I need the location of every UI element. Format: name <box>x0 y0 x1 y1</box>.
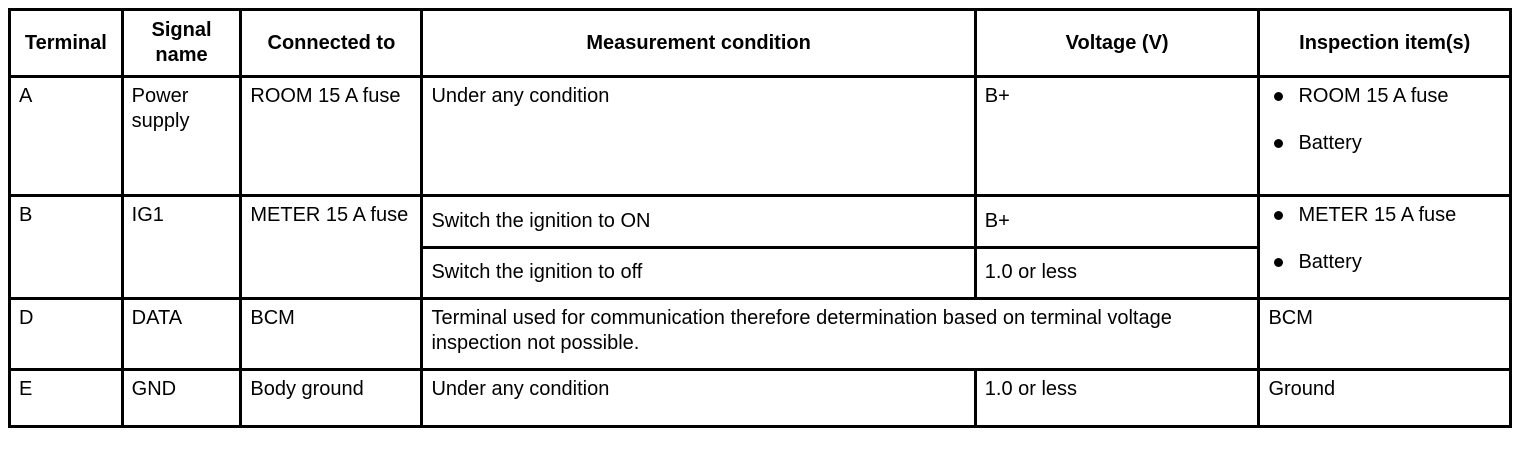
cell-terminal-a: A <box>10 77 123 196</box>
inspection-list-b <box>1268 203 1501 275</box>
cell-measurement-a: Under any condition <box>422 77 975 196</box>
cell-signal-d: DATA <box>122 299 241 370</box>
bullet-icon <box>1274 258 1283 267</box>
list-item-label: Battery <box>1298 251 1362 273</box>
terminal-inspection-table <box>8 8 1512 428</box>
cell-measurement-d: Terminal used for communication therefore determination based on terminal voltage inspection not possible. <box>422 299 1259 370</box>
header-voltage: Voltage (V) <box>975 10 1259 77</box>
cell-connected-b: METER 15 A fuse <box>241 196 422 299</box>
cell-connected-a: ROOM 15 A fuse <box>241 77 422 196</box>
subrow <box>977 247 1258 297</box>
cell-signal-a: Power supply <box>122 77 241 196</box>
list-item-label: Battery <box>1298 132 1362 154</box>
cell-signal-b: IG1 <box>122 196 241 299</box>
table-row <box>10 77 1511 196</box>
subrow <box>977 197 1258 247</box>
table-body <box>10 77 1511 427</box>
table-header <box>10 10 1511 77</box>
bullet-icon <box>1274 211 1283 220</box>
table-row <box>10 196 1511 299</box>
cell-inspection-b <box>1259 196 1511 299</box>
cell-voltage-b <box>975 196 1259 299</box>
measurement-subtable-b <box>423 197 973 297</box>
header-row <box>10 10 1511 77</box>
header-terminal: Terminal <box>10 10 123 77</box>
subrow <box>423 197 973 247</box>
cell-inspection-a <box>1259 77 1511 196</box>
cell-voltage-e: 1.0 or less <box>975 370 1259 427</box>
cell-connected-d: BCM <box>241 299 422 370</box>
list-item <box>1268 250 1501 275</box>
table-row <box>10 299 1511 370</box>
inspection-list-a <box>1268 84 1501 156</box>
list-item <box>1268 84 1501 109</box>
subrow <box>423 247 973 297</box>
cell-terminal-e: E <box>10 370 123 427</box>
header-connected-to: Connected to <box>241 10 422 77</box>
voltage-subtable-b <box>977 197 1258 297</box>
list-item <box>1268 203 1501 228</box>
list-item-label: ROOM 15 A fuse <box>1298 85 1449 107</box>
cell-signal-e: GND <box>122 370 241 427</box>
cell-inspection-d: BCM <box>1259 299 1511 370</box>
list-item-label: METER 15 A fuse <box>1298 204 1457 226</box>
cell-connected-e: Body ground <box>241 370 422 427</box>
cell-voltage-b2: 1.0 or less <box>984 261 1078 284</box>
cell-voltage-b1: B+ <box>977 197 1258 247</box>
cell-measurement-b2: Switch the ignition to off <box>431 261 643 284</box>
cell-terminal-b: B <box>10 196 123 299</box>
bullet-icon <box>1274 139 1283 148</box>
list-item <box>1268 131 1501 156</box>
cell-voltage-a: B+ <box>975 77 1259 196</box>
table-row <box>10 370 1511 427</box>
cell-inspection-e: Ground <box>1259 370 1511 427</box>
bullet-icon <box>1274 92 1283 101</box>
cell-measurement-b1: Switch the ignition to ON <box>423 197 973 247</box>
header-inspection-items: Inspection item(s) <box>1259 10 1511 77</box>
cell-measurement-b <box>422 196 975 299</box>
header-measurement-condition: Measurement condition <box>422 10 975 77</box>
cell-terminal-d: D <box>10 299 123 370</box>
header-signal-name: Signal name <box>122 10 241 77</box>
cell-measurement-e: Under any condition <box>422 370 975 427</box>
